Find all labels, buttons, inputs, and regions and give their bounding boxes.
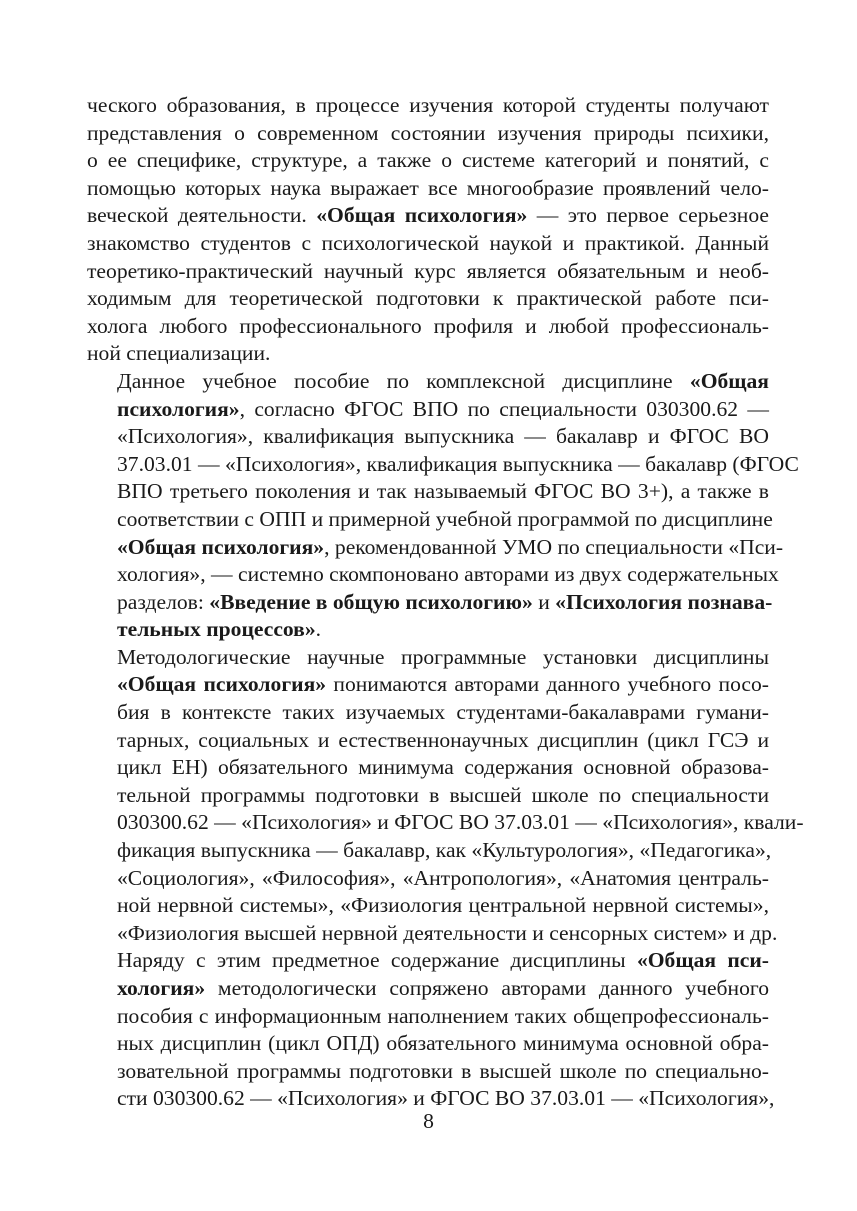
bold-run: хология» [117, 976, 206, 1000]
text-run: веческой деятельности. [87, 203, 317, 228]
text-line [87, 561, 779, 589]
text-run: Данное учебное пособие по комплексной дисциплине [117, 368, 690, 393]
bold-run: «Общая психология» [117, 672, 327, 697]
text-run: сти 030300.62 — «Психология» и ФГОС ВО 37.03.01 — «Психология», [117, 1086, 775, 1111]
text-line [87, 782, 769, 810]
text-line [87, 837, 772, 865]
text-line [87, 423, 769, 451]
text-run: — это первое серьезное [527, 203, 769, 228]
text-line [87, 202, 769, 230]
text-run: «Психология», квалификация выпускника — бакалавр и ФГОС ВО [117, 424, 769, 449]
text-run: , рекомендованной УМО по специальности «Пси- [324, 534, 784, 559]
text-run: фикация выпускника — бакалавр, как «Культурология», «Педагогика», [117, 838, 772, 863]
text-line [87, 589, 773, 617]
paragraph [87, 368, 799, 644]
text-line [87, 699, 769, 727]
paragraph [87, 92, 769, 368]
text-line [87, 865, 769, 893]
bold-run: «Общая пси- [636, 948, 769, 973]
text-line [87, 534, 784, 562]
paragraph [87, 947, 775, 1113]
text-line [87, 975, 769, 1003]
page-number: 8 [423, 1109, 434, 1133]
bold-run: «Общая [689, 368, 769, 393]
bold-run: тельных процессов» [117, 617, 316, 642]
body-text [87, 92, 804, 1113]
text-run: Методологические научные программные установки дисциплины [117, 644, 769, 669]
text-line [87, 947, 769, 975]
text-line [87, 506, 773, 534]
text-line [87, 120, 769, 148]
bold-run: «Введение в общую психологию» [209, 589, 533, 614]
text-line [87, 727, 769, 755]
text-line [87, 478, 769, 506]
text-run: зовательной программы подготовки в высшей школе по специально- [117, 1058, 769, 1083]
text-run: и [532, 589, 556, 614]
text-run: ной специализации. [87, 341, 271, 366]
text-line [87, 616, 769, 644]
text-run: соответствии с ОПП и примерной учебной программой по дисциплине [117, 506, 773, 531]
text-line [87, 754, 769, 782]
text-line [87, 809, 804, 837]
bold-run: «Психология познава- [555, 589, 773, 614]
text-line [87, 230, 769, 258]
text-run: теоретико-практический научный курс является обязательным и необ- [87, 258, 769, 283]
text-run: помощью которых наука выражает все многообразие проявлений чело- [87, 175, 769, 200]
text-line [87, 396, 769, 424]
text-run: «Социология», «Философия», «Антропология», «Анатомия централь- [117, 865, 769, 890]
text-run: ВПО третьего поколения и так называемый ФГОС ВО 3+), а также в [117, 479, 769, 504]
text-line [87, 920, 778, 948]
text-run: разделов: [117, 589, 210, 614]
text-line [87, 1058, 769, 1086]
text-run: знакомство студентов с психологической наукой и практикой. Данный [87, 230, 769, 255]
text-run: методологически сопряжено авторами данного учебного [205, 976, 769, 1000]
text-line [87, 1003, 769, 1031]
text-run: «Физиология высшей нервной деятельности и сенсорных систем» и др. [117, 920, 778, 945]
text-line [87, 368, 769, 396]
text-line [87, 285, 769, 313]
text-run: понимаются авторами данного учебного посо- [326, 672, 769, 697]
paragraph [87, 644, 804, 948]
text-line [87, 892, 769, 920]
text-run: Наряду с этим предметное содержание дисциплины [117, 948, 637, 973]
text-run: 030300.62 — «Психология» и ФГОС ВО 37.03.01 — «Психология», квали- [117, 810, 804, 835]
text-run: ходимым для теоретической подготовки к практической работе пси- [87, 286, 769, 311]
text-run: пособия с информационным наполнением таких общепрофессиональ- [117, 1003, 769, 1028]
text-run: . [315, 617, 322, 642]
text-run: цикл ЕН) обязательного минимума содержания основной образова- [117, 755, 769, 780]
text-line [87, 258, 769, 286]
text-line [87, 340, 769, 368]
text-run: ных дисциплин (цикл ОПД) обязательного минимума основной обра- [117, 1031, 769, 1056]
text-run: холога любого профессионального профиля и любой профессиональ- [87, 313, 769, 338]
text-line [87, 175, 769, 203]
text-run: , согласно ФГОС ВПО по специальности 030300.62 — [239, 396, 769, 421]
text-run: 37.03.01 — «Психология», квалификация выпускника — бакалавр (ФГОС [117, 451, 799, 476]
text-run: ной нервной системы», «Физиология центральной нервной системы», [117, 893, 769, 918]
text-run: ческого образования, в процессе изучения которой студенты получают [87, 93, 769, 117]
text-run: хология», — системно скомпоновано авторами из двух содержательных [117, 562, 779, 587]
bold-run: психология» [117, 396, 240, 421]
text-line [87, 147, 769, 175]
text-run: бия в контексте таких изучаемых студентами-бакалаврами гумани- [117, 700, 769, 725]
bold-run: «Общая психология» [117, 534, 325, 559]
text-run: представления о современном состоянии изучения природы психики, [87, 120, 769, 145]
text-line [87, 671, 769, 699]
text-line [87, 313, 769, 341]
text-run: тарных, социальных и естественнонаучных дисциплин (цикл ГСЭ и [117, 727, 769, 752]
text-run: тельной программы подготовки в высшей школе по специальности [117, 782, 769, 807]
text-run: о ее специфике, структуре, а также о системе категорий и понятий, с [87, 148, 769, 173]
text-line [87, 1030, 769, 1058]
text-line [87, 92, 769, 120]
text-line [87, 644, 769, 672]
text-line [87, 451, 799, 479]
bold-run: «Общая психология» [316, 203, 528, 228]
